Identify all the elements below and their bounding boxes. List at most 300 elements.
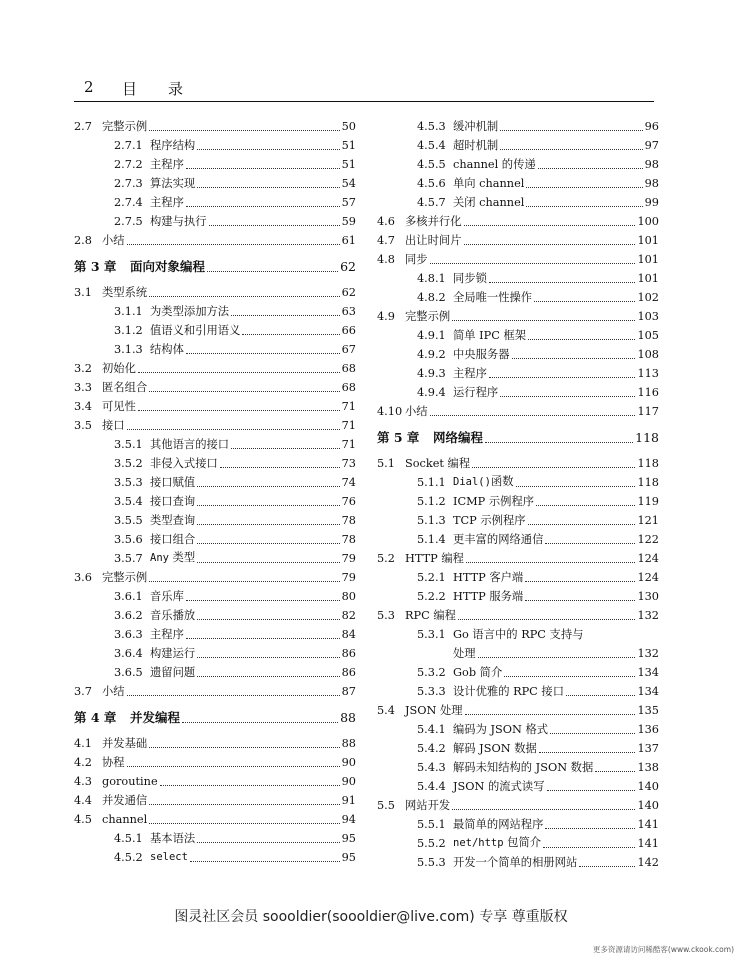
dot-leader [186, 206, 340, 207]
toc-entry-title: 音乐库 [150, 590, 184, 603]
toc-entry[interactable] [377, 364, 659, 383]
dot-leader [430, 263, 636, 264]
toc-entry-title: 小结 [102, 685, 125, 698]
dot-leader [149, 747, 339, 748]
toc-entry-page: 63 [341, 305, 356, 318]
toc-entry-title: 网站开发 [405, 799, 451, 812]
toc-entry-title: 结构体 [150, 343, 184, 356]
dot-leader [231, 315, 340, 316]
toc-entry-page: 90 [341, 775, 356, 788]
toc-entry-number: 4.6 [377, 215, 395, 228]
toc-entry[interactable] [74, 492, 356, 511]
toc-entry-page: 96 [644, 120, 659, 133]
toc-entry-page: 138 [637, 761, 659, 774]
dot-leader [500, 130, 642, 131]
toc-entry[interactable] [377, 777, 659, 796]
toc-entry-number: 2.7.1 [114, 139, 143, 152]
toc-entry-page: 68 [341, 381, 356, 394]
toc-entry[interactable] [377, 758, 659, 777]
toc-entry-page: 71 [341, 419, 356, 432]
toc-entry-page: 51 [341, 139, 356, 152]
toc-entry[interactable] [377, 606, 659, 625]
toc-entry-number: 3.6.4 [114, 647, 143, 660]
dot-leader [197, 187, 339, 188]
toc-entry[interactable] [377, 155, 659, 174]
toc-entry[interactable] [74, 753, 356, 772]
dot-leader [197, 562, 339, 563]
dot-leader [465, 714, 636, 715]
toc-entry-number: 5.1.1 [417, 476, 446, 489]
toc-entry-number: 4.9.1 [417, 329, 446, 342]
toc-entry-number: 第 3 章 [74, 259, 117, 274]
toc-entry-page: 130 [637, 590, 659, 603]
toc-entry[interactable] [74, 791, 356, 810]
toc-entry-page: 100 [637, 215, 659, 228]
toc-entry[interactable] [377, 587, 659, 606]
toc-entry[interactable] [74, 530, 356, 549]
toc-entry[interactable] [377, 492, 659, 511]
toc-entry-number: 3.7 [74, 685, 92, 698]
code-term: net/http [453, 837, 504, 849]
toc-entry-title: 小结 [405, 405, 428, 418]
toc-entry-number: 5.4.3 [417, 761, 446, 774]
toc-entry-page: 103 [637, 310, 659, 323]
toc-entry[interactable] [74, 378, 356, 397]
toc-entry[interactable] [377, 511, 659, 530]
toc-entry-number: 5.3 [377, 609, 395, 622]
dot-leader [538, 168, 643, 169]
toc-entry-number: 4.4 [74, 794, 92, 807]
toc-entry-title: 非侵入式接口 [150, 457, 218, 470]
toc-entry-page: 140 [637, 799, 659, 812]
dot-leader [525, 600, 635, 601]
toc-entry-number: 5.2.1 [417, 571, 446, 584]
dot-leader [149, 296, 339, 297]
toc-entry[interactable] [377, 663, 659, 682]
toc-entry-page: 66 [341, 324, 356, 337]
toc-entry[interactable] [377, 625, 659, 644]
toc-entry-title: 接口查询 [150, 495, 196, 508]
toc-entry-page: 134 [637, 666, 659, 679]
toc-entry[interactable] [377, 454, 659, 473]
toc-entry-page: 97 [644, 139, 659, 152]
dot-leader [500, 396, 635, 397]
toc-entry-page: 95 [341, 851, 356, 864]
toc-entry-title: Any 类型 [150, 551, 196, 564]
toc-entry-page: 71 [341, 400, 356, 413]
toc-entry[interactable] [377, 796, 659, 815]
toc-entry[interactable] [377, 307, 659, 326]
toc-entry-page: 137 [637, 742, 659, 755]
toc-entry-number: 5.1.2 [417, 495, 446, 508]
toc-entry[interactable] [74, 625, 356, 644]
toc-entry-title: 音乐播放 [150, 609, 196, 622]
dot-leader [489, 377, 636, 378]
toc-entry-number: 5.3.3 [417, 685, 446, 698]
dot-leader [516, 486, 636, 487]
toc-entry-page: 132 [637, 609, 659, 622]
dot-leader [190, 861, 340, 862]
toc-entry[interactable] [74, 568, 356, 587]
toc-entry-number: 4.8.2 [417, 291, 446, 304]
toc-entry-title: 构建运行 [150, 647, 196, 660]
toc-entry[interactable] [74, 283, 356, 302]
toc-entry[interactable] [377, 269, 659, 288]
toc-entry-title: 全局唯一性操作 [453, 291, 533, 304]
toc-entry-number: 3.6.3 [114, 628, 143, 641]
toc-entry-page: 136 [637, 723, 659, 736]
dot-leader [197, 524, 339, 525]
toc-entry[interactable] [74, 473, 356, 492]
code-term: select [150, 851, 188, 863]
toc-entry-number: 3.6.1 [114, 590, 143, 603]
toc-entry-title [150, 847, 188, 867]
toc-entry[interactable] [74, 435, 356, 454]
toc-entry-page: 73 [341, 457, 356, 470]
dot-leader [197, 505, 339, 506]
toc-entry-number: 4.9.2 [417, 348, 446, 361]
toc-entry-title: 中央服务器 [453, 348, 510, 361]
toc-entry[interactable] [74, 606, 356, 625]
toc-entry-number: 4.2 [74, 756, 92, 769]
dot-leader [149, 823, 339, 824]
toc-entry[interactable] [74, 549, 356, 568]
toc-entry[interactable] [377, 834, 659, 853]
toc-entry-title: 完整示例 [102, 571, 148, 584]
toc-entry-title: Dial()函数 [453, 475, 514, 488]
toc-entry[interactable] [74, 644, 356, 663]
dot-leader [186, 600, 340, 601]
toc-entry-number: 5.3.1 [417, 628, 446, 641]
toc-entry-number: 3.1.2 [114, 324, 143, 337]
toc-entry-title: 处理 [453, 647, 476, 660]
toc-entry-number: 5.2.2 [417, 590, 446, 603]
dot-leader [579, 866, 635, 867]
toc-entry[interactable] [377, 853, 659, 872]
dot-leader [127, 244, 340, 245]
toc-entry-title: 更丰富的网络通信 [453, 533, 544, 546]
toc-entry-page: 140 [637, 780, 659, 793]
toc-entry[interactable] [74, 359, 356, 378]
toc-entry-title: 解码未知结构的 JSON 数据 [453, 761, 594, 774]
toc-entry[interactable] [377, 383, 659, 402]
toc-entry[interactable] [74, 136, 356, 155]
dot-leader [197, 619, 339, 620]
toc-entry-page: 118 [635, 430, 659, 445]
toc-entry[interactable] [74, 682, 356, 701]
toc-entry-number: 4.5.3 [417, 120, 446, 133]
toc-entry-page: 121 [637, 514, 659, 527]
toc-entry[interactable] [377, 117, 659, 136]
toc-entry-number: 3.2 [74, 362, 92, 375]
toc-entry-page: 91 [341, 794, 356, 807]
toc-entry-number: 5.3.2 [417, 666, 446, 679]
toc-entry-title: 主程序 [150, 196, 184, 209]
toc-entry[interactable] [74, 193, 356, 212]
toc-entry-title: 设计优雅的 RPC 接口 [453, 685, 565, 698]
toc-entry[interactable] [74, 155, 356, 174]
toc-entry-number: 5.4.4 [417, 780, 446, 793]
dot-leader [231, 448, 340, 449]
toc-entry-number: 3.4 [74, 400, 92, 413]
dot-leader [209, 225, 340, 226]
header-rule [74, 101, 654, 102]
toc-entry-number: 3.3 [74, 381, 92, 394]
toc-entry-title: 简单 IPC 框架 [453, 329, 527, 342]
toc-entry-number: 3.5.7 [114, 552, 143, 565]
toc-entry-number: 5.5.3 [417, 856, 446, 869]
dot-leader [197, 842, 339, 843]
toc-entry-number: 第 5 章 [377, 430, 420, 445]
toc-entry-page: 74 [341, 476, 356, 489]
dot-leader [526, 206, 642, 207]
code-term: Dial() [453, 476, 491, 488]
toc-entry-title: 匿名组合 [102, 381, 148, 394]
toc-entry[interactable] [377, 231, 659, 250]
dot-leader [197, 486, 339, 487]
toc-entry-page: 117 [637, 405, 659, 418]
toc-entry-number: 3.5.3 [114, 476, 143, 489]
toc-entry-page: 84 [341, 628, 356, 641]
toc-entry-page: 51 [341, 158, 356, 171]
toc-entry-number: 4.9.3 [417, 367, 446, 380]
toc-entry-number: 5.5.1 [417, 818, 446, 831]
toc-entry-title: 完整示例 [102, 120, 148, 133]
toc-entry-number: 4.8 [377, 253, 395, 266]
toc-right-column [377, 117, 659, 872]
toc-entry-number: 2.7.5 [114, 215, 143, 228]
toc-entry-title: 值语义和引用语义 [150, 324, 241, 337]
toc-entry-number: 5.4.2 [417, 742, 446, 755]
toc-entry-page: 78 [341, 533, 356, 546]
toc-entry-page: 78 [341, 514, 356, 527]
dot-leader [127, 766, 340, 767]
toc-entry[interactable] [377, 530, 659, 549]
header-title-char-2: 录 [168, 80, 184, 98]
toc-entry-page: 101 [637, 234, 659, 247]
toc-entry[interactable] [377, 174, 659, 193]
dot-leader [160, 785, 340, 786]
dot-leader [485, 442, 633, 443]
toc-entry[interactable] [377, 720, 659, 739]
toc-entry[interactable] [377, 326, 659, 345]
dot-leader [197, 676, 339, 677]
dot-leader [149, 581, 339, 582]
toc-entry-number: 4.1 [74, 737, 92, 750]
toc-entry[interactable] [377, 644, 659, 663]
toc-entry-page: 98 [644, 177, 659, 190]
toc-entry[interactable] [74, 212, 356, 231]
toc-entry-title: 接口赋值 [150, 476, 196, 489]
toc-entry-title: 完整示例 [405, 310, 451, 323]
dot-leader [149, 804, 339, 805]
toc-entry-number: 2.7 [74, 120, 92, 133]
toc-entry[interactable] [74, 340, 356, 359]
dot-leader [138, 410, 340, 411]
dot-leader [526, 187, 642, 188]
dot-leader [464, 244, 636, 245]
toc-entry[interactable] [74, 829, 356, 848]
toc-entry[interactable] [377, 549, 659, 568]
toc-entry-page: 101 [637, 272, 659, 285]
toc-entry-page: 76 [341, 495, 356, 508]
toc-entry-title: HTTP 编程 [405, 552, 464, 565]
dot-leader [504, 676, 635, 677]
toc-entry-title: JSON 的流式读写 [453, 780, 545, 793]
toc-entry-title: 面向对象编程 [130, 259, 206, 274]
toc-entry[interactable] [74, 321, 356, 340]
dot-leader [466, 562, 636, 563]
dot-leader [127, 695, 340, 696]
toc-entry[interactable] [74, 454, 356, 473]
toc-entry[interactable] [377, 739, 659, 758]
toc-entry[interactable] [74, 302, 356, 321]
toc-entry[interactable] [377, 345, 659, 364]
toc-entry[interactable] [74, 117, 356, 136]
toc-entry[interactable] [377, 402, 659, 421]
toc-entry-page: 71 [341, 438, 356, 451]
toc-entry-page: 88 [340, 710, 356, 725]
toc-entry-title: Socket 编程 [405, 457, 471, 470]
toc-entry-page: 98 [644, 158, 659, 171]
toc-entry-title: 主程序 [150, 158, 184, 171]
toc-entry[interactable] [74, 848, 356, 867]
toc-entry-title: 其他语言的接口 [150, 438, 230, 451]
toc-entry[interactable] [377, 815, 659, 834]
toc-entry[interactable] [74, 810, 356, 829]
toc-entry-title: 并发基础 [102, 737, 148, 750]
dot-leader [197, 149, 339, 150]
toc-entry-number: 5.4 [377, 704, 395, 717]
toc-entry-title: 主程序 [150, 628, 184, 641]
toc-entry-number: 2.7.2 [114, 158, 143, 171]
toc-entry-number: 4.5 [74, 813, 92, 826]
toc-entry[interactable] [377, 250, 659, 269]
toc-entry-title: 基本语法 [150, 832, 196, 845]
toc-entry[interactable] [377, 473, 659, 492]
toc-entry-page: 68 [341, 362, 356, 375]
toc-entry[interactable] [377, 212, 659, 231]
toc-entry-page: 59 [341, 215, 356, 228]
toc-entry-number: 4.9 [377, 310, 395, 323]
toc-entry[interactable] [74, 772, 356, 791]
toc-entry-number: 3.5.2 [114, 457, 143, 470]
dot-leader [149, 391, 339, 392]
dot-leader [539, 752, 636, 753]
toc-entry-page: 80 [341, 590, 356, 603]
toc-entry[interactable] [377, 288, 659, 307]
toc-entry-title: 单向 channel [453, 177, 525, 190]
dot-leader [545, 828, 635, 829]
toc-entry-number: 5.2 [377, 552, 395, 565]
toc-entry-number: 4.10 [377, 405, 403, 418]
toc-entry-number: 2.7.4 [114, 196, 143, 209]
toc-chapter-entry[interactable] [74, 252, 356, 281]
dot-leader [149, 130, 339, 131]
copyright-footer: 图灵社区会员 soooldier(soooldier@live.com) 专享 尊重版权 [174, 909, 568, 925]
toc-entry-title: 为类型添加方法 [150, 305, 230, 318]
toc-entry-page: 134 [637, 685, 659, 698]
page-number: 2 [84, 78, 94, 96]
toc-entry[interactable] [377, 193, 659, 212]
toc-entry-title: TCP 示例程序 [453, 514, 526, 527]
dot-leader [127, 429, 340, 430]
toc-entry-title: 小结 [102, 234, 125, 247]
toc-entry[interactable] [377, 136, 659, 155]
toc-entry-title: 同步锁 [453, 272, 487, 285]
dot-leader [186, 168, 340, 169]
toc-entry-page: 79 [341, 571, 356, 584]
toc-entry-number: 3.5 [74, 419, 92, 432]
toc-entry-page: 113 [637, 367, 659, 380]
toc-entry-title: 遗留问题 [150, 666, 196, 679]
toc-entry-page: 57 [341, 196, 356, 209]
dot-leader [207, 271, 338, 272]
toc-entry-number: 3.5.6 [114, 533, 143, 546]
toc-entry-number: 3.1.1 [114, 305, 143, 318]
toc-entry[interactable] [74, 174, 356, 193]
dot-leader [472, 467, 635, 468]
toc-entry-title: channel 的传递 [453, 158, 536, 171]
toc-entry-title: Gob 简介 [453, 666, 503, 679]
toc-entry-page: 135 [637, 704, 659, 717]
toc-entry-title: 接口组合 [150, 533, 196, 546]
toc-entry-title: 最简单的网站程序 [453, 818, 544, 831]
toc-chapter-entry[interactable] [377, 423, 659, 452]
toc-entry-number: 2.8 [74, 234, 92, 247]
toc-entry[interactable] [74, 416, 356, 435]
toc-entry-number: 3.5.5 [114, 514, 143, 527]
toc-entry[interactable] [74, 587, 356, 606]
toc-entry-number: 4.9.4 [417, 386, 446, 399]
toc-entry[interactable] [74, 231, 356, 250]
toc-entry-page: 142 [637, 856, 659, 869]
toc-entry-page: 141 [637, 818, 659, 831]
toc-entry[interactable] [74, 663, 356, 682]
dot-leader [182, 722, 338, 723]
toc-entry-title: 并发通信 [102, 794, 148, 807]
toc-entry-title: Go 语言中的 RPC 支持与 [453, 628, 584, 641]
toc-entry-page: 87 [341, 685, 356, 698]
toc-entry[interactable] [377, 682, 659, 701]
toc-entry-title: 运行程序 [453, 386, 499, 399]
toc-entry-title: 同步 [405, 253, 428, 266]
toc-entry-number: 5.4.1 [417, 723, 446, 736]
corner-note: 更多资源请访问稀酷客(www.ckook.com) [592, 945, 734, 954]
dot-leader [595, 771, 635, 772]
dot-leader [220, 467, 340, 468]
toc-entry[interactable] [377, 568, 659, 587]
toc-entry-number: 3.1.3 [114, 343, 143, 356]
dot-leader [500, 149, 642, 150]
toc-entry-number: 4.8.1 [417, 272, 446, 285]
toc-entry-number: 3.6 [74, 571, 92, 584]
toc-entry-number: 4.5.2 [114, 851, 143, 864]
toc-entry[interactable] [377, 701, 659, 720]
toc-entry-page: 50 [341, 120, 356, 133]
toc-chapter-entry[interactable] [74, 703, 356, 732]
toc-entry-title: 程序结构 [150, 139, 196, 152]
dot-leader [512, 358, 636, 359]
toc-entry[interactable] [74, 511, 356, 530]
toc-entry-number: 第 4 章 [74, 710, 117, 725]
toc-entry-page: 101 [637, 253, 659, 266]
toc-entry-title: 解码 JSON 数据 [453, 742, 537, 755]
toc-entry-page: 62 [340, 259, 356, 274]
toc-entry[interactable] [74, 397, 356, 416]
toc-entry[interactable] [74, 734, 356, 753]
toc-entry-page: 90 [341, 756, 356, 769]
